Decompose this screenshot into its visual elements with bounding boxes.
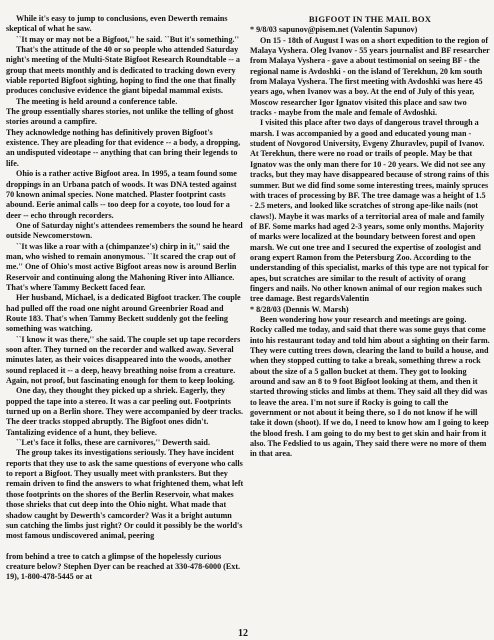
article-paragraph: ``It was like a roar with a (chimpanzee's) chirp in it,'' said the man, who wished to remain anonymous. ``It scared the crap out of me.'' One of Ohio's most active Bigfoot areas now is around Berlin Reservoir and continuing along the Mahoning River into Alliance. That's where Tammy Beckett faced fear. <box>6 241 237 292</box>
article-paragraph: The group essentially shares stories, not unlike the telling of ghost stories around a campfire. <box>6 107 234 127</box>
letter-header: * 9/8/03 sapunov@pisem.net (Valentin Sapunov) <box>250 25 418 35</box>
article-paragraph: The meeting is held around a conference table. <box>16 96 178 106</box>
article-paragraph: Her husband, Michael, is a dedicated Bigfoot tracker. The couple had pulled off the road one night around Greenbrier Road and Route 183. That's when Tammy Beckett suddenly got the feeling something was watching. <box>6 293 241 334</box>
left-column-article <box>6 14 244 583</box>
article-paragraph: That's the attitude of the 40 or so people who attended Saturday night's meeting of the Multi-State Bigfoot Research Roundtable -- a group that meets monthly and is dedicated to tracking down every viable reported Bigfoot sighting, hoping to find the one that finally produces conclusive evidence the giant bipedal mammal exists. <box>6 45 240 96</box>
page-number: 12 <box>238 628 248 639</box>
letter-paragraph: I visited this place after two days of dangerous travel through a marsh. I was accompanied by a good and educated young man - student of Novgorod University, Evgeny Zhuravlev, pupil of Ivanov. At Terekhun, there were no road or trails of people. May be that Ignatov was the only man there for 10 - 20 years. We did not see any tracks, but they may have disappeared because of strong rains of this summer. But we did find some some interesting trees, mainly spruces with traces of processing by BF. The tree damage was a height of 1.5 - 2.5 meters, and looked like scratches of strong ape-like nails (not claws!). Maybe it was marks of a territorial area of male and family of BF. Some marks had aged 2-3 years, some only months. Majority of marks were localized at the boundary between forest and open marsh. We cut one tree and I secured the expertise of zoologist and orang expert Ramon from the Petersburg Zoo. According to the understanding of this specialist, marks of this type are not typical for apes, but scratches are similar to the result of activity of orang fingers and nails. No other known animal of our region makes such tree damage. Best regardsValentin <box>250 118 489 304</box>
article-paragraph: While it's easy to jump to conclusions, even Dewerth remains skeptical of what he saw. <box>6 14 228 34</box>
article-paragraph: from behind a tree to catch a glimpse of the hopelessly curious creature below? Stephen Dyer can be reached at 330-478-6000 (Ext. 19), 1-800-478-5445 or at <box>6 551 241 582</box>
article-paragraph: ``It may or may not be a Bigfoot,'' he said. ``But it's something.'' <box>16 34 240 44</box>
letter-paragraph: On 15 - 18th of August I was on a short expedition to the region of Malaya Vyshera. Oleg Ivanov - 55 years journalist and BF researcher from Malaya Vyshera - gave a about testimonial on seeing BF - the regional name is Avdoshki - on the island of Terekhun, 20 km south from Malaya Vyshera. The first meeting with Avdoshki was here 45 years ago, when Ivanov was a boy. At the end of July of this year, Moscow researcher Igor Ignatov visited this place and saw two tracks - maybe from the male and female of Avdoshki. <box>250 35 490 118</box>
article-paragraph: Ohio is a rather active Bigfoot area. In 1995, a team found some droppings in an Urbana patch of woods. It was DNA tested against 70 known animal species. None matched. Plaster footprint casts abound. Eerie animal calls -- too deep for a coyote, too loud for a deer -- echo through recorders. <box>6 169 237 220</box>
article-paragraph: One of Saturday night's attendees remembers the sound he heard outside Newcomerstown. <box>6 220 243 241</box>
right-column-mailbox <box>250 14 490 460</box>
article-paragraph: ``Let's face it folks, these are carnivores,'' Dewerth said. <box>16 438 210 448</box>
article-paragraph: They acknowledge nothing has definitively proven Bigfoot's existence. They are pleading for that evidence -- a body, a dropping, an undisputed videotape -- anything that can bring their legends to life. <box>6 127 241 168</box>
section-heading: BIGFOOT IN THE MAIL BOX <box>308 14 432 24</box>
article-paragraph: The group takes its investigations seriously. They have incident reports that they use to ask the same questions of everyone who calls to report a Bigfoot. They usually meet with pranksters. But they remain driven to find the answers to what frightened them, what left those footprints on the shores of the Berlin Reservoir, what makes those shrieks that cut deep into the Ohio night. What made that shadow caught by Dewerth's camcorder? Was it a bright autumn sun catching the limbs just right? Or could it possibly be the world's most famous undiscovered animal, peering <box>6 448 244 541</box>
letter-header: * 8/28/03 (Dennis W. Marsh) <box>250 304 349 314</box>
letter-paragraph: Been wondering how your research and meetings are going. Rocky called me today, and said that there was some guys that come into his restaurant today and told him about a sighting on their farm. They were cutting trees down, clearing the land to build a house, and when they stopped cutting to take a break, something threw a rock about the size of a 5 gallon bucket at them. They got to looking around and saw an 8 to 9 foot Bigfoot looking at them, and then it started throwing sticks and limbs at them. They said all they did was to leave the area. I'm not sure if Rocky is going to call the government or not about it being there, so I do not know if he will take it down (shoot). If we do, I need to know how am I going to keep the blood fresh. I am going to do my best to get skin and hair from it also. The Fedslied to us again, They said there were no more of them in that area. <box>250 314 490 459</box>
article-paragraph: ``I know it was there,'' she said. The couple set up tape recorders soon after. They turned on the recorder and walked away. Several minutes later, as their voices disappeared into the woods, another sound replaced it -- a deep, heavy breathing noise from a creature. Again, not proof, but fascinating enough for them to keep looking. <box>6 334 241 386</box>
article-paragraph: One day, they thought they picked up a shriek. Eagerly, they popped the tape into a stereo. It was a car peeling out. Footprints turned up on a Berlin shore. They were accompanied by deer tracks. The deer tracks stopped abruptly. The Bigfoot ones didn't. Tantalizing evidence of a hunt, they believe. <box>6 386 244 437</box>
